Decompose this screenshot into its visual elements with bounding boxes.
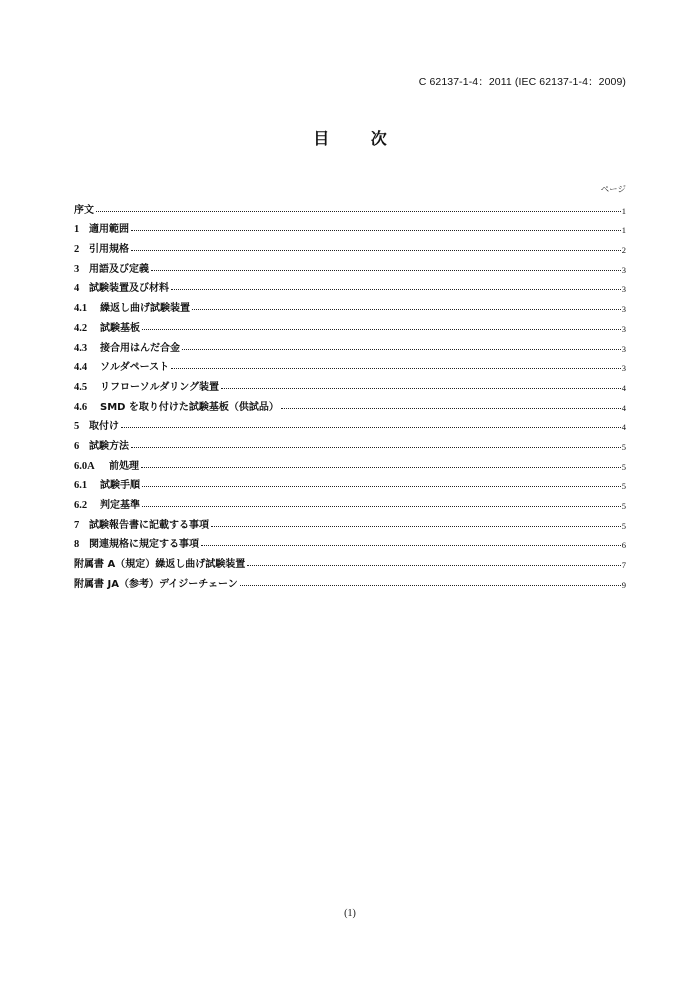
toc-entry-page: 3 xyxy=(621,284,626,295)
dot-leader xyxy=(171,368,621,369)
toc-entry-number: 4.4 xyxy=(74,362,88,374)
toc-entry-page: 4 xyxy=(621,382,626,393)
toc-entry-page: 3 xyxy=(621,323,626,334)
toc-entry-label: 附属書 A（規定）繰返し曲げ試験装置 xyxy=(74,559,246,571)
toc-entry[interactable] xyxy=(74,235,626,255)
dot-leader xyxy=(142,329,621,330)
toc-entry[interactable] xyxy=(74,216,626,236)
toc-entry-label: SMD を取り付けた試験基板（供試品） xyxy=(100,401,279,413)
toc-entry-label: 試験方法 xyxy=(89,440,129,452)
toc-entry[interactable] xyxy=(74,452,626,472)
dot-leader xyxy=(201,545,621,546)
toc-entry[interactable] xyxy=(74,432,626,452)
toc-entry-label: 序文 xyxy=(74,204,94,216)
toc-entry-page: 2 xyxy=(621,245,626,256)
toc-entry-number: 4.6 xyxy=(74,401,88,413)
toc-entry-label: 取付け xyxy=(89,421,119,433)
toc-entry-page: 3 xyxy=(621,304,626,315)
toc-entry-page: 5 xyxy=(621,441,626,452)
toc-entry-page: 1 xyxy=(621,205,626,216)
toc-entry-number: 6.2 xyxy=(74,500,88,511)
dot-leader xyxy=(96,211,621,212)
dot-leader xyxy=(281,408,621,409)
dot-leader xyxy=(247,565,621,566)
toc-entry-page: 5 xyxy=(621,520,626,531)
toc-entry-number: 7 xyxy=(74,519,80,531)
toc-entry[interactable] xyxy=(74,393,626,413)
toc-entry-label: 判定基準 xyxy=(100,500,140,511)
toc-entry[interactable] xyxy=(74,570,626,590)
dot-leader xyxy=(131,250,621,251)
toc-entry-number: 5 xyxy=(74,421,80,433)
dot-leader xyxy=(142,486,621,487)
toc-entry-number: 6.1 xyxy=(74,480,88,492)
toc-entry[interactable] xyxy=(74,354,626,374)
toc-entry-label: 適用範囲 xyxy=(89,224,129,236)
toc-entry[interactable] xyxy=(74,472,626,492)
toc-entry-page: 5 xyxy=(621,461,626,472)
toc-entry-label: 接合用はんだ合金 xyxy=(100,342,180,354)
toc-entry[interactable] xyxy=(74,511,626,531)
toc-entry-page: 3 xyxy=(621,264,626,275)
toc-entry-label: 関連規格に規定する事項 xyxy=(89,539,199,551)
toc-entry[interactable] xyxy=(74,491,626,511)
toc-entry-number: 4.3 xyxy=(74,342,88,354)
dot-leader xyxy=(141,467,621,468)
toc-entry-number: 1 xyxy=(74,224,80,236)
toc-entry-page: 4 xyxy=(621,422,626,433)
toc-entry-number: 8 xyxy=(74,539,80,551)
toc-entry-label: 前処理 xyxy=(109,460,139,472)
toc-entry-number: 4.2 xyxy=(74,322,88,334)
toc-entry-number: 6 xyxy=(74,440,80,452)
toc-entry-page: 1 xyxy=(621,225,626,236)
toc-entry[interactable] xyxy=(74,413,626,433)
toc-entry-label: 繰返し曲げ試験装置 xyxy=(100,303,190,315)
dot-leader xyxy=(121,427,621,428)
toc-entry-page: 5 xyxy=(621,481,626,492)
table-of-contents xyxy=(74,196,626,590)
dot-leader xyxy=(221,388,621,389)
toc-entry[interactable] xyxy=(74,275,626,295)
toc-entry-number: 6.0A xyxy=(74,460,95,472)
toc-entry[interactable] xyxy=(74,373,626,393)
toc-entry-label: 附属書 JA（参考）デイジーチェーン xyxy=(74,578,238,590)
dot-leader xyxy=(151,270,621,271)
standard-code: C 62137-1-4：2011 (IEC 62137-1-4：2009) xyxy=(418,76,626,88)
dot-leader xyxy=(171,289,621,290)
dot-leader xyxy=(182,349,621,350)
toc-entry-page: 9 xyxy=(621,579,626,590)
page-number: (1) xyxy=(344,908,356,919)
dot-leader xyxy=(211,526,621,527)
toc-entry-number: 4.5 xyxy=(74,381,88,393)
toc-entry[interactable] xyxy=(74,334,626,354)
toc-entry-page: 3 xyxy=(621,343,626,354)
page-title: 目 次 xyxy=(313,129,405,148)
toc-entry-label: ソルダペースト xyxy=(100,362,170,374)
dot-leader xyxy=(240,585,621,586)
dot-leader xyxy=(131,230,621,231)
toc-entry-page: 4 xyxy=(621,402,626,413)
toc-entry-page: 3 xyxy=(621,363,626,374)
toc-entry-label: 試験装置及び材料 xyxy=(89,283,169,295)
page-column-label: ページ xyxy=(600,185,626,195)
dot-leader xyxy=(142,506,621,507)
toc-entry[interactable] xyxy=(74,294,626,314)
toc-entry-label: 試験手順 xyxy=(100,480,140,492)
toc-entry[interactable] xyxy=(74,531,626,551)
dot-leader xyxy=(131,447,621,448)
toc-entry[interactable] xyxy=(74,255,626,275)
dot-leader xyxy=(192,309,621,310)
toc-entry[interactable] xyxy=(74,314,626,334)
toc-entry-label: 試験報告書に記載する事項 xyxy=(89,519,209,531)
toc-entry-label: 試験基板 xyxy=(100,322,140,334)
toc-entry-label: 用語及び定義 xyxy=(89,263,149,275)
toc-entry-label: リフローソルダリング装置 xyxy=(100,381,219,393)
toc-entry-number: 4.1 xyxy=(74,303,88,315)
toc-entry-label: 引用規格 xyxy=(89,244,129,256)
toc-entry[interactable] xyxy=(74,550,626,570)
toc-entry-number: 4 xyxy=(74,283,80,295)
toc-entry-page: 6 xyxy=(621,540,626,551)
toc-entry-number: 2 xyxy=(74,244,80,256)
toc-entry-number: 3 xyxy=(74,263,80,275)
toc-entry-page: 7 xyxy=(621,560,626,571)
toc-entry[interactable] xyxy=(74,196,626,216)
toc-entry-page: 5 xyxy=(621,501,626,511)
